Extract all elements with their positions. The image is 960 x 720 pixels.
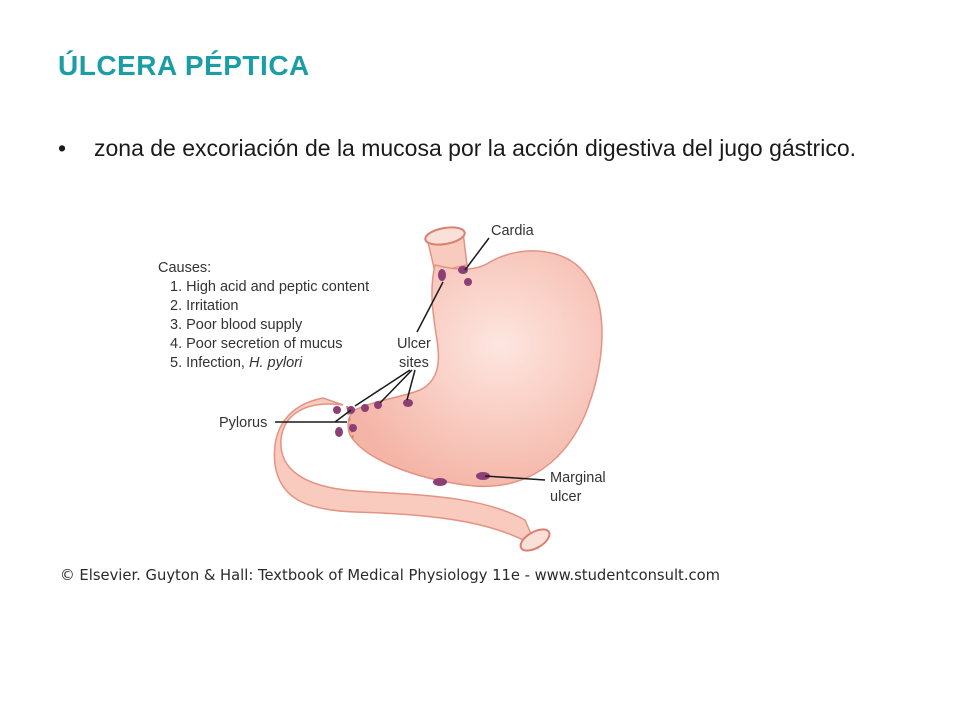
ulcer-spot (403, 399, 413, 407)
stomach-diagram (55, 210, 725, 590)
ulcer-spot (438, 269, 446, 281)
ulcer-spot (349, 424, 357, 432)
cause-item: 1. High acid and peptic content (170, 279, 370, 295)
stomach-body (348, 251, 602, 486)
cause-5-text: 5. Infection, (170, 355, 249, 371)
cause-item: 4. Poor secretion of mucus (170, 336, 343, 352)
stomach-ulcer-figure (55, 210, 725, 590)
cause-item: 2. Irritation (170, 298, 239, 314)
ulcer-spot (333, 406, 341, 414)
marginal-label: Marginal (550, 470, 606, 486)
bullet-text: zona de excoriación de la mucosa por la acción digestiva del jugo gástrico. (94, 135, 856, 161)
pylorus-label: Pylorus (219, 415, 268, 431)
figure-credit: © Elsevier. Guyton & Hall: Textbook of Medical Physiology 11e - www.studentconsult.com (60, 566, 720, 584)
bullet-dot: • (58, 135, 67, 161)
ulcer-spot (361, 404, 369, 412)
bullet-item (58, 132, 898, 164)
cause-item: 3. Poor blood supply (170, 317, 303, 333)
cause-item (170, 355, 303, 371)
ulcer-sites-label: Ulcer (397, 336, 431, 352)
cause-5-italic: H. pylori (249, 355, 303, 371)
slide-title: ÚLCERA PÉPTICA (58, 50, 310, 81)
ulcer-spot (433, 478, 447, 486)
ulcer-spot (335, 427, 343, 437)
marginal-label-2: ulcer (550, 489, 582, 505)
cardia-label: Cardia (491, 223, 534, 239)
ulcer-sites-label-2: sites (399, 355, 429, 371)
causes-heading: Causes: (158, 260, 212, 276)
ulcer-spot (464, 278, 472, 286)
